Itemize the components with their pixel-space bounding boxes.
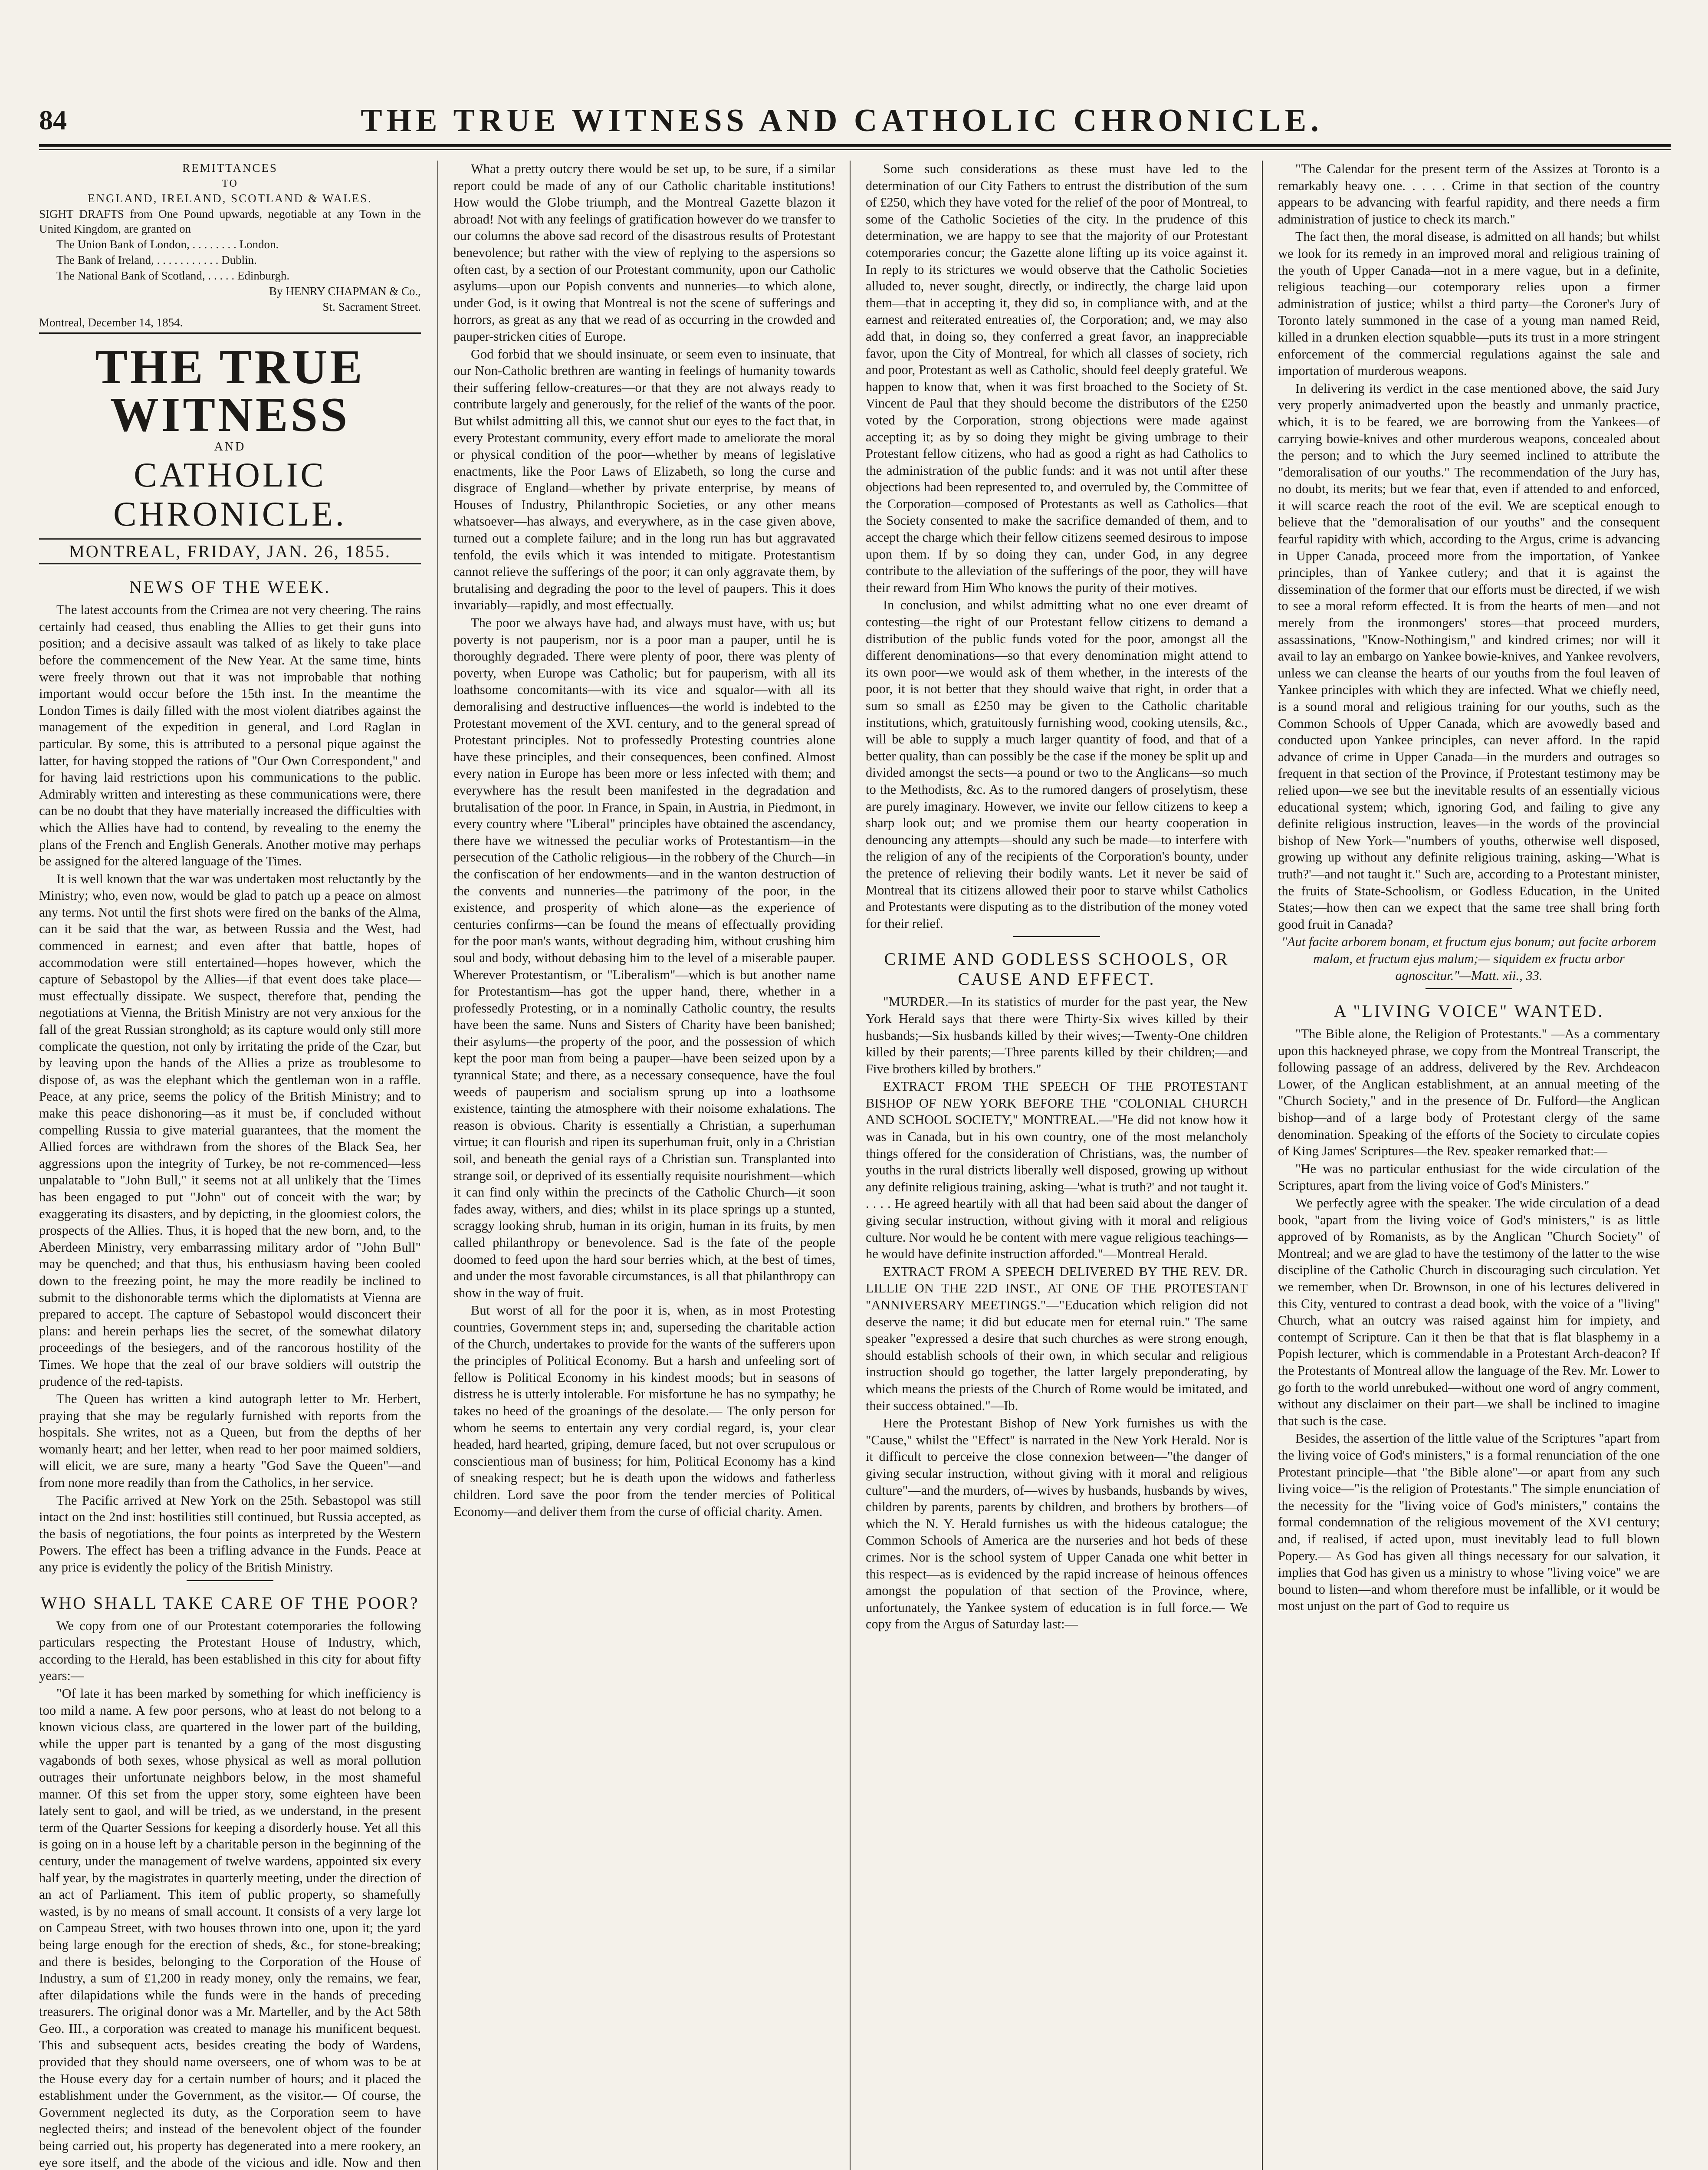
- poor-paragraph: We copy from one of our Protestant cotemporaries the following particulars respecting the Protestant House of Industry, which, according to the Herald, has been established in this city for about fifty years:—: [39, 1618, 421, 1683]
- column-2: [453, 161, 835, 2170]
- remittances-bank: The National Bank of Scotland, . . . . . Edinburgh.: [56, 269, 290, 282]
- latin-quote: "Aut facite arborem bonam, et fructum ejus bonum; aut facite arborem malam, et fructum ejus malum;— siquidem ex fructu arbor agnoscitur."—Matt. xii., 33.: [1281, 934, 1656, 983]
- crime-title: CRIME AND GODLESS SCHOOLS, OR CAUSE AND EFFECT.: [884, 949, 1229, 989]
- column-4: [1278, 161, 1660, 2170]
- column-3: [866, 161, 1248, 2170]
- remittances-address: St. Sacrament Street.: [322, 300, 421, 313]
- dateline: MONTREAL, FRIDAY, JAN. 26, 1855.: [39, 538, 421, 566]
- ad-divider: [39, 332, 421, 334]
- news-paragraph: The Pacific arrived at New York on the 25th. Sebastopol was still intact on the 2nd inst: hostilities still continued, but Russia accepted, as the basis of negotiations, the four points as interpreted by the Western Powers. The effect has been a trifling advance in the Funds. Peace at any price is evidently the policy of the British Ministry.: [39, 1493, 421, 1575]
- voice-title: A "LIVING VOICE" WANTED.: [1334, 1001, 1604, 1021]
- poor-paragraph: Some such considerations as these must have led to the determination of our City Fathers to entrust the distribution of the sum of £250, which they have voted for the relief of the poor of Montreal, to some of the Catholic Societies of the city. In the prudence of this determination, we are happy to see that the majority of our Protestant cotemporaries concur; the Gazette alone lifting up its voice against it. In reply to its strictures we would observe that the Catholic Societies alluded to, never sought, directly, or indirectly, the charge laid upon them—that in accepting it, they did so, in compliance with, and at the earnest and reiterated entreaties of, the Corporation; and, we may also add that, in doing so, they conferred a great favor, an inappreciable favor, upon the City of Montreal, for which all classes of society, rich and poor, Protestant as well as Catholic, should feel deeply grateful. We happen to know that, when it was first broached to the Society of St. Vincent de Paul that they should become the distributors of the £250 voted by the Corporation, strong objections were made against accepting it; as by so doing they might be giving umbrage to their Protestant fellow citizens, who had as good a right as had Catholics to the administration of the public funds: and it was not until after these objections had been represented to, and overruled by, the Committee of the Corporation—composed of Protestants as well as Catholics—that the Society consented to make the sacrifice demanded of them, and to accept the charge which their fellow citizens seemed desirous to impose upon them. If by so doing they can, under God, in any degree contribute to the alleviation of the sufferings of the poor, they will have their reward from Him Who knows the purity of their motives.: [866, 161, 1248, 595]
- remittances-date: Montreal, December 14, 1854.: [39, 316, 183, 329]
- poor-paragraph: In conclusion, and whilst admitting what no one ever dreamt of contesting—the right of our Protestant fellow citizens to demand a distribution of the public funds voted for the poor, amongst all the different denominations—so that every denomination might attend to its own poor—we would ask of them whether, in the interests of the poor, it is not better that they should waive that right, in order that a sum so small as £250 may be given to the Catholic charitable institutions, which, gratuitously furnishing wood, cooking utensils, &c., will be able to supply a much larger quantity of food, and that of a better quality, than can possibly be the case if the money be split up and divided amongst the sects—a pound or two to the Anglicans—so much to the Methodists, &c. As to the rumored dangers of proselytism, these are purely imaginary. However, we invite our fellow citizens to keep a sharp look out; and we promise them our hearty cooperation in denouncing any attempts—should any such be made—to interfere with the religion of any of the recipients of the Corporation's bounty, under the pretence of relieving their bodily wants. Let it never be said of Montreal that its citizens allowed their poor to starve whilst Catholics and Protestants were disputing as to the distribution of the money voted for their relief.: [866, 598, 1248, 931]
- crime-paragraph: The fact then, the moral disease, is admitted on all hands; but whilst we look for its remedy in an improved moral and religious training of the youth of Upper Canada—not in a mere vague, but in a definite, religious teaching—our cotemporary relies upon a firmer administration of justice; whilst a third party—the Coroner's Jury of Toronto lately summoned in the case of a young man named Reid, killed in a drunken election squabble—puts its trust in a more stringent enforcement of the commercial regulations against the sale and importation of murderous weapons.: [1278, 229, 1660, 378]
- news-paragraph: The latest accounts from the Crimea are not very cheering. The rains certainly had ceased, thus enabling the Allies to get their guns into position; and a decisive assault was talked of as likely to take place before the commencement of the New Year. At the same time, hints were freely thrown out that it was not improbable that nothing important would occur before the 15th inst. In the meantime the London Times is daily filled with the most violent diatribes against the management of the expedition in general, and Lord Raglan in particular. By some, this is attributed to a personal pique against the latter, for having stopped the rations of "Our Own Correspondent," and for having laid restrictions upon his communications to the public. Admirably written and interesting as these communications were, there can be no doubt that they have materially increased the difficulties with which the Allies have had to contend, by revealing to the enemy the plans of the French and English Generals. Another motive may perhaps be assigned for the altered language of the Times.: [39, 602, 421, 869]
- column-divider: [1262, 161, 1263, 2170]
- crime-paragraph: EXTRACT FROM A SPEECH DELIVERED BY THE REV. DR. LILLIE ON THE 22D INST., AT ONE OF THE PROTESTANT "ANNIVERSARY MEETINGS."—"Education which religion did not deserve the name; it did but educate men for eternal ruin." The same speaker "expressed a desire that such churches as were strong enough, should establish schools of their own, in which secular and religious instruction should go together, the latter largely preponderating, by which means the priests of the Church of Rome would be imitated, and their success obtained."—Ib.: [866, 1264, 1248, 1413]
- remittances-bank: The Bank of Ireland, . . . . . . . . . . . Dublin.: [56, 253, 257, 266]
- column-divider: [437, 161, 438, 2170]
- remittances-by: By HENRY CHAPMAN & Co.,: [269, 285, 421, 298]
- remittances-body: SIGHT DRAFTS from One Pound upwards, negotiable at any Town in the United Kingdom, are granted on: [39, 207, 421, 235]
- poor-paragraph: What a pretty outcry there would be set up, to be sure, if a similar report could be made of any of our Catholic charitable institutions! How would the Globe triumph, and the Montreal Gazette blazon it abroad! Not with any feelings of gratification however do we transfer to our columns the above sad record of the disastrous results of Protestant benevolence; but rather with the view of replying to the aspersions so often cast, by a section of our Protestant community, upon our Catholic asylums—upon our Popish convents and nunneries—to which alone, under God, is it owing that Montreal is not the scene of sufferings and horrors, as great as any that we read of as occurring in the crowded and pauper-stricken cities of Europe.: [453, 161, 835, 344]
- masthead-rule-thin: [39, 149, 1671, 150]
- paper-name: THE TRUE WITNESS: [95, 340, 365, 442]
- voice-paragraph: Besides, the assertion of the little value of the Scriptures "apart from the living voice of God's ministers," is a formal renunciation of the one Protestant principle—that "the Bible alone"—or apart from any such living voice—"is the religion of Protestants." The simple enunciation of the necessity for the "living voice of God's ministers," contains the formal condemnation of the religious movement of the XVI century; and, if realised, if acted upon, must inevitably lead to full blown Popery.— As God has given all things necessary for our salvation, it implies that God has given us a ministry to whose "living voice" we are bound to listen—and whom therefore must be infallible, or it would be most unjust on the part of God to require us: [1278, 1431, 1660, 1614]
- voice-paragraph: "He was no particular enthusiast for the wide circulation of the Scriptures, apart from the living voice of God's Ministers.": [1278, 1161, 1660, 1193]
- poor-title: WHO SHALL TAKE CARE OF THE POOR?: [40, 1593, 420, 1613]
- section-divider: [1426, 988, 1512, 989]
- remittances-bank: The Union Bank of London, . . . . . . . . London.: [56, 238, 279, 251]
- crime-paragraph: EXTRACT FROM THE SPEECH OF THE PROTESTANT BISHOP OF NEW YORK BEFORE THE "COLONIAL CHURCH AND SCHOOL SOCIETY," MONTREAL.—"He did not know how it was in Canada, but in his own country, one of the most melancholy things offered for the consideration of Christians, was, the number of youths in the rural districts liberally well disposed, growing up without any definite religious training, asking—'what is truth?' and not taught it. . . . . He agreed heartily with all that had been said about the danger of giving secular instruction, without giving with it moral and religious culture. Nor would he be content with mere vague religious teachings—he would have definite instruction afforded."—Montreal Herald.: [866, 1079, 1248, 1262]
- voice-paragraph: "The Bible alone, the Religion of Protestants." —As a commentary upon this hackneyed phrase, we copy from the Montreal Transcript, the following passage of an address, delivered by the Rev. Archdeacon Lower, of the Anglican establishment, at an annual meeting of the "Church Society," and in the presence of Dr. Fulford—the Anglican bishop—and of a large body of Protestant clergy of the same denomination. Speaking of the efforts of the Society to circulate copies of King James' Scriptures—the Rev. speaker remarked that:—: [1278, 1026, 1660, 1159]
- column-1: [39, 161, 421, 2170]
- remittances-ad: [39, 161, 421, 330]
- masthead: [39, 26, 1671, 138]
- news-title: NEWS OF THE WEEK.: [129, 577, 331, 597]
- poor-paragraph: "Of late it has been marked by something for which inefficiency is too mild a name. A few poor persons, who at least do not belong to a known vicious class, are quartered in the lower part of the building, while the upper part is tenanted by a gang of the most disgusting vagabonds of both sexes, whose physical as well as moral pollution outrages their unfortunate neighbors below, in the most shameful manner. Of this set from the upper story, some eighteen have been lately sent to gaol, and will be tried, as we understand, in the present term of the Quarter Sessions for keeping a disorderly house. Yet all this is going on in a house left by a charitable person in the beginning of the century, under the management of twelve wardens, appointed six every half year, by the magistrates in quarterly meeting, under the direction of an act of Parliament. This item of public property, so shamefully wasted, is by no means of small account. It consists of a very large lot on Campeau Street, with two houses thrown into one, upon it; the yard being large enough for the erection of sheds, &c., for stone-breaking; and there is besides, belonging to the Corporation of the House of Industry, a sum of £1,200 in ready money, only the remains, we fear, after dilapidations while the funds were in the hands of preceding treasurers. The original donor was a Mr. Marteller, and by the Act 58th Geo. III., a corporation was created to manage his munificent bequest. This and subsequent acts, besides creating the body of Wardens, provided that they should name overseers, one of whom was to be at the House every day for a certain number of hours; and it placed the establishment under the Government, as the visitor.— Of course, the Government neglected its duty, as the Corporation seem to have neglected theirs; and instead of the benevolent object of the founder being carried out, his property has degenerated into a mere rookery, an eye sore itself, and the abode of the vicious and idle. Now and then: [39, 1686, 421, 2170]
- section-divider: [187, 1580, 273, 1581]
- remittances-to: TO: [222, 178, 238, 189]
- crime-paragraph: In delivering its verdict in the case mentioned above, the said Jury very properly animadverted upon the beastly and unmanly practice, which, it is to be feared, we are borrowing from the Yankees—of carrying bowie-knives and other murderous weapons, concealed about the person; and to which the Jury seemed inclined to attribute the "demoralisation of our youths." The recommendation of the Jury has, no doubt, its merits; but we fear that, even if attended to and enforced, it will scarce reach the root of the evil. We are sceptical enough to believe that the "demoralisation of our youths" and the consequent fearful rapidity with which, according to the Argus, crime is advancing in Upper Canada, proceed more from the importation, of Yankee principles, than of Yankee cutlery; and that it is against the dissemination of the former that our efforts must be directed, if we wish to see a moral reform effected. It is from the hearts of men—and not merely from the ironmongers' stores—that proceed murders, assassinations, "Know-Nothingism," and kindred crimes; nor will it avail to lay an embargo on Yankee bowie-knives, and Yankee revolvers, unless we can cleanse the hearts of our youths from the foul leaven of Yankee principles with which they are infected. What we chiefly need, is a sound moral and religious training for our youths, such as the Common Schools of Upper Canada, which are avowedly based and conducted upon Yankee principles, can never afford. In the rapid advance of crime in Upper Canada—in the murders and outrages so frequent in that section of the Province, if Protestant testimony may be relied upon—we see but the inevitable results of an essentially vicious educational system; which, ignoring God, and failing to give any definite religious instruction, leaves—in the words of the provincial bishop of New York—"numbers of youths, otherwise well disposed, growing up without any definite religious training, asking—'What is truth?'—and not taught it." Such are, according to a Protestant minister, the fruits of State-Schoolism, or Godless Education, in the United States;—how then can we expect that the same tree shall bring forth good fruit in Canada?: [1278, 381, 1660, 932]
- news-paragraph: It is well known that the war was undertaken most reluctantly by the Ministry; who, even now, would be glad to patch up a peace on almost any terms. Not until the first shots were fired on the banks of the Alma, can it be said that the war, as between Russia and the West, had commenced in earnest; and even after that battle, hopes of accommodation were still entertained—hopes however, which the capture of Sebastopol by the Allies—if that event does take place—must effectually dissipate. We suspect, therefore that, pending the negotiations at Vienna, the British Ministry are not very anxious for the fall of the great Russian stronghold; as its capture would only still more complicate the question, not only by irritating the pride of the Czar, but by leaving upon the hands of the Allies a prize as troublesome to dispose of, as was the elephant which the gentleman won in a raffle. Peace, at any price, seems the policy of the British Ministry; and to make this peace dishonoring—as it must be, if concluded without compelling Russia to give material guarantees, that the moment the Allied forces are withdrawn from the shores of the Black Sea, her aggressions upon the integrity of Turkey, be not re-commenced—less unpalatable to "John Bull," it seems not at all unlikely that the Times has been engaged to put "John" out of conceit with the war; by exaggerating its disasters, and by depicting, in the gloomiest colors, the prospects of the Allies. Thus, it is hoped that the new born, and, to the Aberdeen Ministry, very embarrassing military ardor of "John Bull" may be quenched; and that thus, his enthusiasm having been cooled down to the freezing point, he may the more readily be inclined to submit to the dishonorable terms which the diplomatists at Vienna are prepared to accept. The capture of Sebastopol would disconcert their plans: and herein perhaps lies the secret, of the somewhat dilatory proceedings of the besiegers, and of the rancorous hostility of the Times. We hope that the zeal of our brave soldiers will outstrip the prudence of the red-tapists.: [39, 871, 421, 1389]
- running-title: THE TRUE WITNESS AND CATHOLIC CHRONICLE.: [361, 103, 1323, 138]
- section-divider: [1013, 936, 1100, 937]
- crime-paragraph: Here the Protestant Bishop of New York furnishes us with the "Cause," whilst the "Effect" is narrated in the New York Herald. Nor is it difficult to perceive the close connexion between—"the danger of giving secular instruction, without giving with it moral and religious culture"—and the murders, of—wives by husbands, husbands by wives, children by parents, parents by children, and brothers by brothers—of which the N. Y. Herald furnishes us with the hideous catalogue; the Common Schools of America are the nurseries and hot beds of these crimes. Nor is the school system of Upper Canada one whit better in this respect—as is evidenced by the rapid increase of heinous offences amongst the population of that section of the Province, where, unfortunately, the Yankee system of education is in full force.— We copy from the Argus of Saturday last:—: [866, 1416, 1248, 1632]
- news-paragraph: The Queen has written a kind autograph letter to Mr. Herbert, praying that she may be regularly furnished with reports from the hospitals. She writes, not as a Queen, but from the depths of her womanly heart; and her letter, when read to her poor maimed soldiers, will elicit, we are sure, many a hearty "God Save the Queen"—and from none more readily than from the Catholics, in her service.: [39, 1391, 421, 1490]
- poor-paragraph: But worst of all for the poor it is, when, as in most Protesting countries, Government steps in; and, superseding the charitable action of the Church, undertakes to provide for the wants of the sufferers upon the principles of Political Economy. But a harsh and unfeeling sort of fellow is Political Economy in his kindest moods; but in seasons of distress he is utterly intolerable. For misfortune he has no sympathy; he takes no heed of the groanings of the desolate.— The only person for whom he seems to entertain any very cordial regard, is, your clear headed, hard hearted, griping, demure faced, but not over scrupulous or conscientious man of business; for him, Political Economy has a kind of sneaking respect; but he is death upon the widows and fatherless children. Lord save the poor from the tender mercies of Political Economy—and deliver them from the curse of official charity. Amen.: [453, 1303, 835, 1519]
- paper-and: AND: [214, 440, 246, 454]
- voice-paragraph: We perfectly agree with the speaker. The wide circulation of a dead book, "apart from the living voice of God's ministers," is as little approved of by Romanists, as by the Anglican "Church Society" of Montreal; and we are glad to have the testimony of the latter to the wise discipline of the Catholic Church in discouraging such circulation. Yet we remember, when Dr. Brownson, in one of his lectures delivered in this City, ventured to contrast a dead book, with the voice of a "living" Church, what an outcry was raised against him for impiety, and contempt of Scripture. Can it then be that that is flat blasphemy in a Popish lecturer, which is commendable in a Protestant Arch-deacon? If the Protestants of Montreal allow the language of the Rev. Mr. Lower to go forth to the world unrebuked—without one word of angry comment, without any disclaimer on their part—we shall be inclined to imagine that such is the case.: [1278, 1196, 1660, 1428]
- masthead-rule: [39, 144, 1671, 147]
- column-divider: [850, 161, 851, 2170]
- remittances-heading: REMITTANCES: [182, 161, 278, 174]
- remittances-countries: ENGLAND, IRELAND, SCOTLAND & WALES.: [88, 192, 372, 205]
- page-number: 84: [39, 105, 67, 135]
- poor-paragraph: God forbid that we should insinuate, or seem even to insinuate, that our Non-Catholic brethren are wanting in feelings of humanity towards their suffering fellow-creatures—or that they are not always ready to contribute largely and generously, for the relief of the wants of the poor. But whilst admitting all this, we cannot shut our eyes to the fact that, in every Protestant community, every effort made to ameliorate the moral or physical condition of the poor—whether by means of legislative enactments, like the Poor Laws of Elizabeth, so long the curse and disgrace of England—whether by private enterprise, by means of Houses of Industry, Philanthropic Societies, or any other means whatsoever—has always, and everywhere, as in the case given above, turned out a complete failure; and in the long run has but aggravated tenfold, the evils which it was intended to mitigate. Protestantism cannot relieve the sufferings of the poor; it can only aggravate them, by brutalising and degrading the poor to the level of paupers. This it does invariably—rapidly, and most effectually.: [453, 346, 835, 613]
- poor-paragraph: The poor we always have had, and always must have, with us; but poverty is not pauperism, nor is a poor man a pauper, until he is thoroughly degraded. There were plenty of poor, there was plenty of poverty, when Europe was Catholic; but for pauperism, with all its loathsome concomitants—with its vice and squalor—with all its demoralising and destructive influences—the world is indebted to the Protestant movement of the XVI. century, and to the general spread of Protestant principles. Not to professedly Protesting countries alone have these principles, and their consequences, been confined. Almost every nation in Europe has been more or less infected with them; and everywhere has the result been manifested in the degradation and brutalisation of the poor. In France, in Spain, in Austria, in Piedmont, in every country where "Liberal" principles have obtained the ascendancy, there have we witnessed the peculiar works of Protestantism—in the persecution of the Catholic religious—in the robbery of the Church—in the confiscation of her endowments—and in the wanton destruction of the convents and nunneries—the patrimony of the poor, in the existence, and prosperity of which alone—as the experience of centuries confirms—can be found the means of effectually providing for the poor man's wants, without degrading him, without crushing him soul and body, without debasing him to the level of a miserable pauper. Wherever Protestantism, or "Liberalism"—which is but another name for Protestantism—has got the upper hand, there, whether in a professedly Protesting, or in a nominally Catholic country, the results have been the same. Nuns and Sisters of Charity have been banished; their asylums—the property of the poor, and the possession of which kept the poor man from being a pauper—have been seized upon by a tyrannical State; and there, as a necessary consequence, have the foul weeds of pauperism and socialism sprung up into a loathsome existence, tainting the atmosphere with their noisome exhalations. The reason is obvious. Charity is essentially a Christian, a superhuman virtue; it can flourish and ripen its superhuman fruit, only in a Christian soil, and beneath the genial rays of a Christian sun. Transplanted into strange soil, or deprived of its essentially requisite nourishment—which it can find only within the precincts of the Catholic Church—it soon fades away, withers, and dies; whilst in its place springs up a stunted, scraggy looking shrub, human in its origin, human in its fruits, by men called philanthropy or benevolence. Sad is the fate of the people doomed to feed upon the hard sour berries which, at the best of times, and under the most favorable circumstances, is all that philanthropy can show in the way of fruit.: [453, 615, 835, 1300]
- crime-paragraph: "The Calendar for the present term of the Assizes at Toronto is a remarkably heavy one. . . . . Crime in that section of the country appears to be advancing with fearful rapidity, and there needs a firm administration of justice to check its march.": [1278, 161, 1660, 227]
- newspaper-page: [39, 26, 1671, 2170]
- paper-subtitle: CATHOLIC CHRONICLE.: [113, 456, 347, 533]
- crime-paragraph: "MURDER.—In its statistics of murder for the past year, the New York Herald says that there were Thirty-Six wives killed by their husbands;—Six husbands killed by their wives;—Twenty-One children killed by their parents;—Three parents killed by their children;—and Five brothers killed by brothers.": [866, 994, 1248, 1076]
